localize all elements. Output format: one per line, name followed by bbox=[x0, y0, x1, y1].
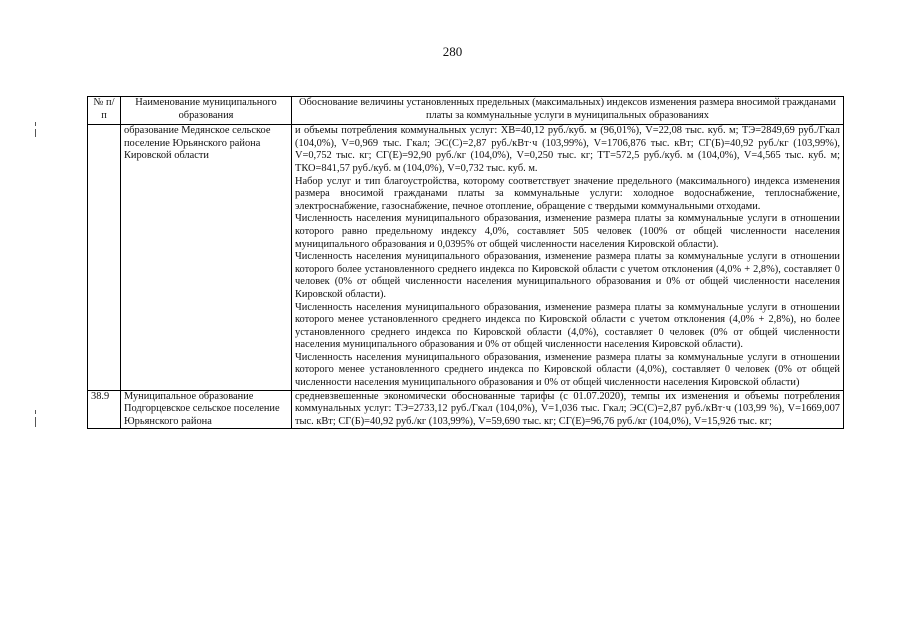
tariff-table bbox=[87, 96, 844, 429]
row-municipality: образование Медянское сельское поселение Юрьянского района Кировской области bbox=[121, 125, 292, 390]
header-municipality: Наименование муниципального образования bbox=[121, 97, 292, 125]
paragraph: и объемы потребления коммунальных услуг: ХВ=40,12 руб./куб. м (96,01%), V=22,08 тыс. куб. м; ТЭ=2849,69 руб./Гкал (104,0%), V=0,969 тыс. Гкал; ЭС(С)=2,87 руб./кВт·ч (103,99%), V=1706,876 тыс. кВт; СГ(Б)=40,92 руб./кг (103,99%), V=0,752 тыс. кг; СГ(Е)=92,90 руб./кг (104,0%), V=0,250 тыс. кг; ТТ=572,5 руб./куб. м (104,0%), V=4,565 тыс. куб. м; ТКО=841,57 руб./куб. м (104,0%), V=0,732 тыс. куб. м. bbox=[295, 125, 840, 174]
row-justification bbox=[292, 125, 844, 390]
row-justification bbox=[292, 390, 844, 429]
header-number: № п/п bbox=[88, 97, 121, 125]
page-number: 280 bbox=[442, 44, 463, 59]
paragraph: Численность населения муниципального образования, изменение размера платы за коммунальные услуги в отношении которого менее установленного среднего индекса по Кировской области (4,0%), составляет 0 человек (0% от общей численности населения муниципального образования и 0% от общей численности населения Кировской области) bbox=[295, 351, 840, 389]
header-justification: Обоснование величины установленных предельных (максимальных) индексов изменения размера вносимой гражданами платы за коммунальные услуги в муниципальных образованиях bbox=[292, 97, 844, 125]
paragraph: Численность населения муниципального образования, изменение размера платы за коммунальные услуги в отношении которого более установленного среднего индекса по Кировской области с учетом отклонения (4,0% + 2,8%), составляет 0 человек (0% от общей численности населения муниципального образования и 0% от общей численности населения Кировской области). bbox=[295, 251, 840, 300]
paragraph: средневзвешенные экономически обоснованные тарифы (с 01.07.2020), темпы их изменения и объемы потребления коммунальных услуг: ТЭ=2733,12 руб./Гкал (104,0%), V=1,036 тыс. Гкал; ЭС(С)=2,87 руб./кВт·ч (103,99 %), V=1669,007 тыс. кВт; СГ(Б)=40,92 руб./кг (103,99%), V=59,690 тыс. кг; СГ(Е)=96,76 руб./кг (104,0%), V=15,926 тыс. кг; bbox=[295, 390, 840, 427]
row-number bbox=[88, 125, 121, 390]
paragraph: Численность населения муниципального образования, изменение размера платы за коммунальные услуги в отношении которого равно предельному индексу 4,0%, составляет 505 человек (100% от общей численности населения муниципального образования и 0,0395% от общей численности населения Кировской области). bbox=[295, 213, 840, 250]
margin-marks-middle bbox=[33, 410, 39, 427]
table-header-row bbox=[88, 97, 844, 125]
row-municipality: Муниципальное образование Подгорцевское сельское поселение Юрьянского района bbox=[121, 390, 292, 429]
paragraph: Набор услуг и тип благоустройства, которому соответствует значение предельного (максимального) индекса изменения размера вносимой гражданами платы за коммунальные услуги: холодное водоснабжение, теплоснабжение, электроснабжение, газоснабжение, печное отопление, обращение с твердыми коммунальными отходами. bbox=[295, 175, 840, 212]
table-row bbox=[88, 125, 844, 390]
margin-marks-top bbox=[33, 122, 39, 137]
table-row bbox=[88, 390, 844, 429]
paragraph: Численность населения муниципального образования, изменение размера платы за коммунальные услуги в отношении которого менее установленного среднего индекса по Кировской области с учетом отклонения (4,0% + 2,8%), но более установленного среднего индекса по Кировской области (4,0%), составляет 0 человек (0% от общей численности населения муниципального образования и 0% от общей численности населения Кировской области). bbox=[295, 301, 840, 351]
row-number: 38.9 bbox=[88, 390, 121, 429]
